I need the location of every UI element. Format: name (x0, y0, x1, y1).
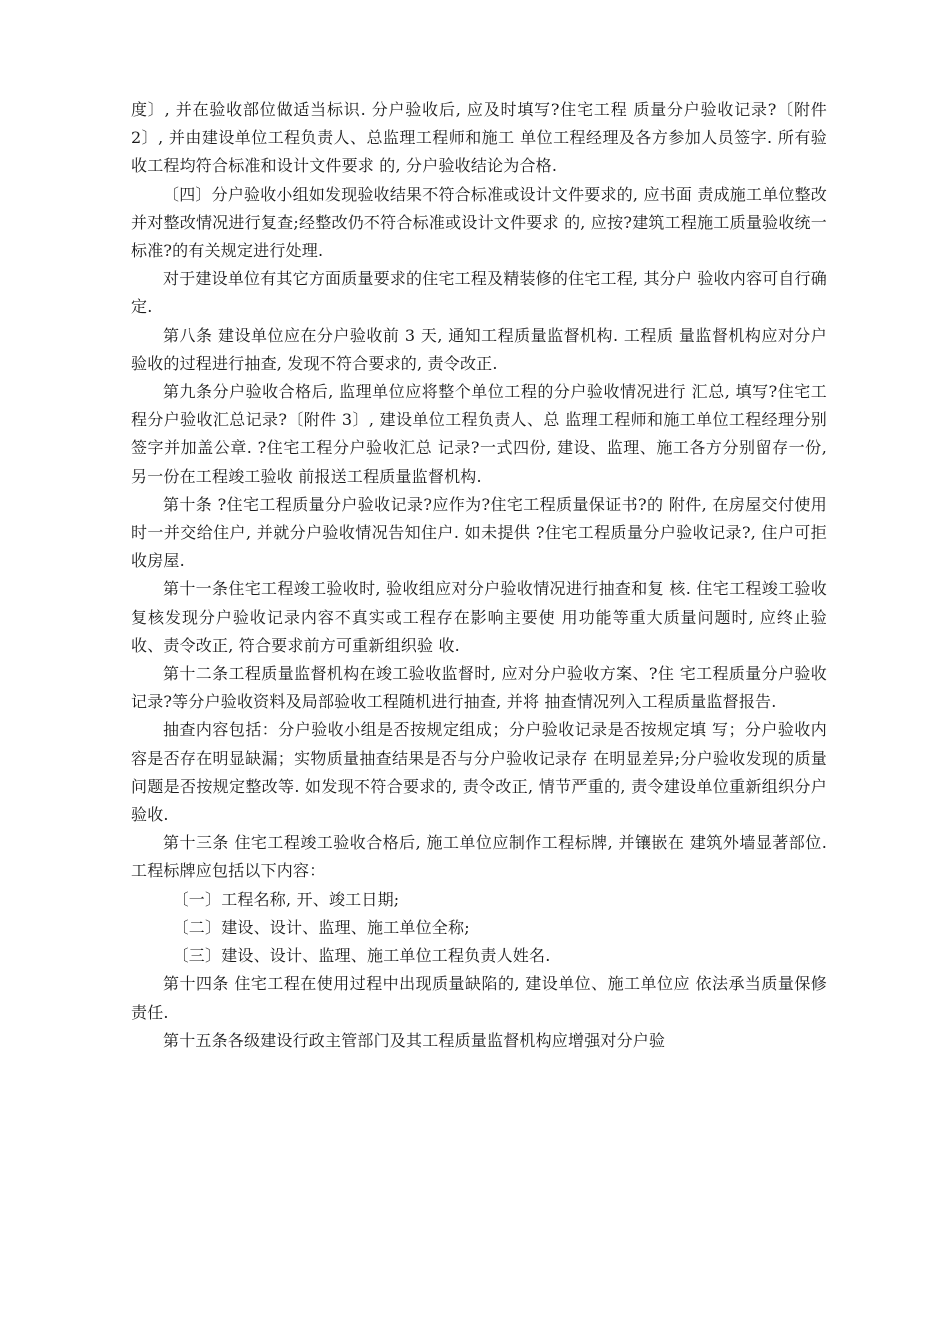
paragraph-article-8: 第八条 建设单位应在分户验收前 3 天, 通知工程质量监督机构. 工程质 量监督机构应对分户验收的过程进行抽查, 发现不符合要求的, 责令改正. (131, 325, 827, 373)
list-item-unit-names: 〔二〕建设、设计、监理、施工单位全称; (172, 917, 470, 937)
paragraph-article-14: 第十四条 住宅工程在使用过程中出现质量缺陷的, 建设单位、施工单位应 依法承当质量保修责任. (131, 974, 827, 1022)
paragraph-special-requirements: 对于建设单位有其它方面质量要求的住宅工程及精装修的住宅工程, 其分户 验收内容可自行确定. (131, 269, 827, 317)
paragraph-article-15: 第十五条各级建设行政主管部门及其工程质量监督机构应增强对分户验 (163, 1030, 666, 1050)
paragraph-article-10: 第十条 ?住宅工程质量分户验收记录?应作为?住宅工程质量保证书?的 附件, 在房屋交付使用时一并交给住户, 并就分户验收情况告知住户. 如未提供 ?住宅工程质量分户验收记录?, 住户可拒收房屋. (131, 494, 827, 571)
paragraph-article-12: 第十二条工程质量监督机构在竣工验收监督时, 应对分户验收方案、?住 宅工程质量分户验收记录?等分户验收资料及局部验收工程随机进行抽查, 并将 抽查情况列入工程质量监督报告. (131, 664, 827, 712)
paragraph-article-11: 第十一条住宅工程竣工验收时, 验收组应对分户验收情况进行抽查和复 核. 住宅工程竣工验收复核发现分户验收记录内容不真实或工程存在影响主要使 用功能等重大质量问题时, 应终止验收、责令改正, 符合要求前方可重新组织验 收. (131, 579, 827, 655)
paragraph-acceptance-record: 度〕, 并在验收部位做适当标识. 分户验收后, 应及时填写?住宅工程 质量分户验收记录?〔附件 2〕, 并由建设单位工程负责人、总监理工程师和施工 单位工程经理及各方参加人员签字. 所有验收工程均符合标准和设计文件要求 的, 分户验收结论为合格. (131, 100, 827, 176)
paragraph-article-13: 第十三条 住宅工程竣工验收合格后, 施工单位应制作工程标牌, 并镶嵌在 建筑外墙显著部位. 工程标牌应包括以下内容： (131, 833, 827, 881)
list-item-responsible-persons: 〔三〕建设、设计、监理、施工单位工程负责人姓名. (172, 946, 551, 966)
paragraph-inspection-content: 抽查内容包括：分户验收小组是否按规定组成；分户验收记录是否按规定填 写；分户验收内容是否存在明显缺漏；实物质量抽查结果是否与分户验收记录存 在明显差异;分户验收发现的质量问题是否按规定整改等. 如发现不符合要求的, 责令改正, 情节严重的, 责令建设单位重新组织分户验收. (131, 720, 827, 825)
document-page (131, 96, 827, 1055)
list-item-project-name: 〔一〕工程名称, 开、竣工日期; (172, 889, 400, 909)
paragraph-article-9: 第九条分户验收合格后, 监理单位应将整个单位工程的分户验收情况进行 汇总, 填写?住宅工程分户验收汇总记录?〔附件 3〕, 建设单位工程负责人、总 监理工程师和施工单位工程经理分别签字并加盖公章. ?住宅工程分户验收汇总 记录?一式四份, 建设、监理、施工各方分别留存一份, 另一份在工程竣工验收 前报送工程质量监督机构. (131, 382, 827, 486)
paragraph-item-four: 〔四〕分户验收小组如发现验收结果不符合标准或设计文件要求的, 应书面 责成施工单位整改并对整改情况进行复查;经整改仍不符合标准或设计文件要求 的, 应按?建筑工程施工质量验收统一标准?的有关规定进行处理. (131, 184, 827, 261)
